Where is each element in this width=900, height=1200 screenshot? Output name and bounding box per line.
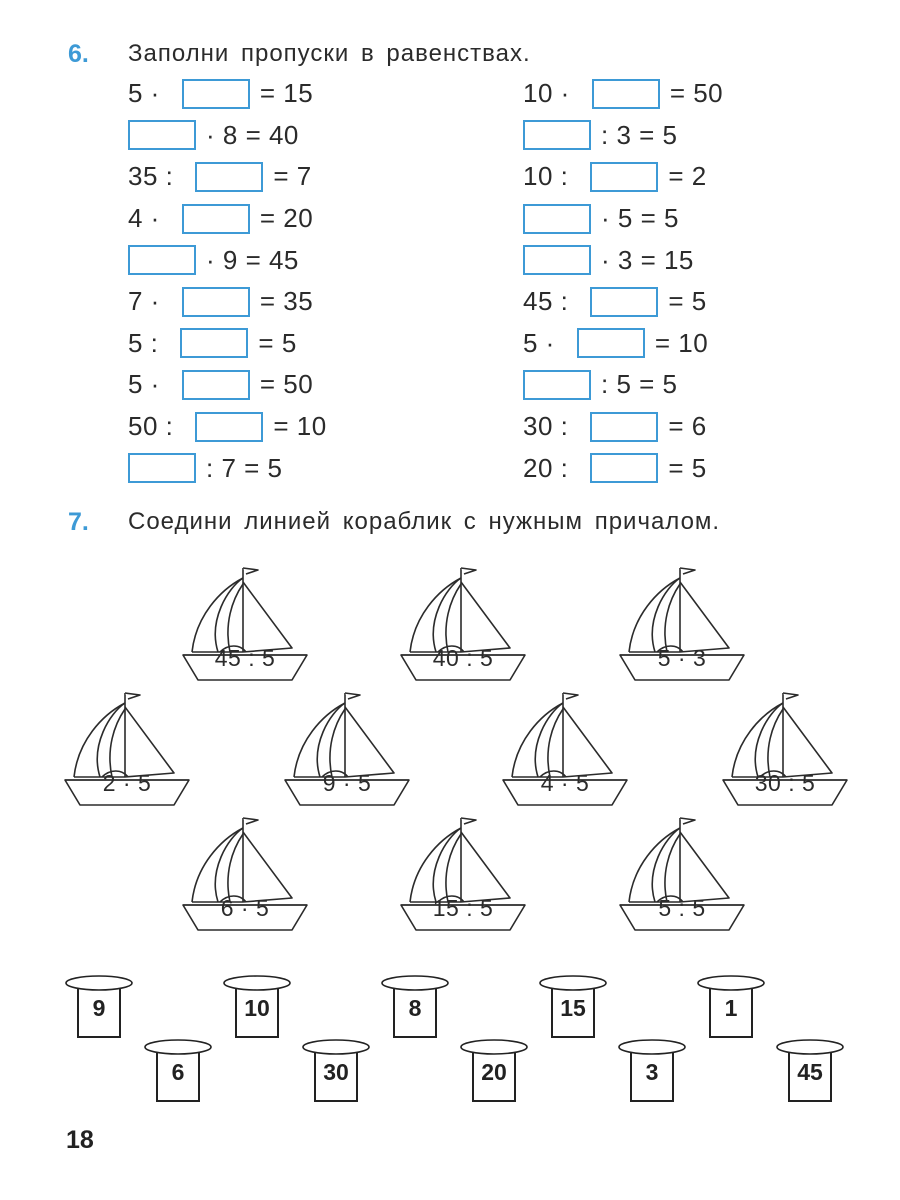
boat[interactable]	[398, 560, 528, 690]
equation-right-part: · 3 = 15	[601, 244, 694, 275]
equation-row	[523, 156, 723, 198]
pier-number: 8	[408, 995, 422, 1021]
equation-row	[128, 364, 327, 406]
page-number: 18	[66, 1126, 94, 1154]
equation-row	[523, 447, 723, 489]
pier[interactable]	[380, 973, 450, 1041]
answer-blank-box[interactable]	[195, 162, 263, 192]
equation-right-part: · 8 = 40	[206, 119, 299, 150]
equation-left-part: 20 :	[523, 452, 569, 483]
equation-right-part: = 6	[668, 411, 707, 442]
equation-right-part: = 10	[654, 327, 709, 358]
answer-blank-box[interactable]	[180, 328, 248, 358]
answer-blank-box[interactable]	[590, 287, 658, 317]
pier-number: 9	[92, 995, 106, 1021]
task-7-title: Соедини линией кораблик с нужным причалом.	[128, 508, 721, 535]
equation-row	[128, 406, 327, 448]
pier-number: 45	[797, 1059, 823, 1085]
answer-blank-box[interactable]	[128, 453, 196, 483]
task-7-number: 7.	[68, 508, 89, 536]
answer-blank-box[interactable]	[592, 79, 660, 109]
equation-right-part: = 15	[259, 78, 314, 109]
pier-number: 20	[481, 1059, 507, 1085]
equation-left-part: 10 :	[523, 161, 569, 192]
equation-row	[128, 73, 327, 115]
boat-expression: 6 · 5	[220, 895, 270, 921]
equations-right-column	[523, 73, 723, 489]
answer-blank-box[interactable]	[128, 120, 196, 150]
equation-left-part: 5 ·	[128, 78, 160, 109]
boat[interactable]	[500, 685, 630, 815]
equation-row	[128, 115, 327, 157]
task-6-title: Заполни пропуски в равенствах.	[128, 40, 531, 67]
equation-left-part: 45 :	[523, 286, 569, 317]
pier-number: 1	[724, 995, 738, 1021]
equation-right-part: : 3 = 5	[601, 119, 678, 150]
equation-right-part: = 10	[273, 411, 327, 442]
answer-blank-box[interactable]	[128, 245, 196, 275]
pier-number: 3	[645, 1059, 659, 1085]
equation-right-part: = 5	[668, 286, 707, 317]
pier-number: 6	[171, 1059, 185, 1085]
pier[interactable]	[775, 1037, 845, 1105]
equation-row	[523, 281, 723, 323]
equation-right-part: : 7 = 5	[206, 452, 283, 483]
equation-left-part: 7 ·	[128, 286, 160, 317]
equation-row	[523, 239, 723, 281]
answer-blank-box[interactable]	[182, 204, 250, 234]
equations-left-column	[128, 73, 327, 489]
answer-blank-box[interactable]	[590, 412, 658, 442]
pier[interactable]	[459, 1037, 529, 1105]
boat-expression: 9 · 5	[322, 770, 372, 796]
boat[interactable]	[398, 810, 528, 940]
boat-expression: 4 · 5	[540, 770, 590, 796]
equation-right-part: = 2	[668, 161, 707, 192]
equation-row	[128, 156, 327, 198]
equation-row	[523, 115, 723, 157]
boat-expression: 15 : 5	[432, 895, 494, 921]
pier[interactable]	[538, 973, 608, 1041]
boat[interactable]	[617, 810, 747, 940]
equation-row	[523, 406, 723, 448]
pier[interactable]	[617, 1037, 687, 1105]
equation-right-part: = 50	[259, 369, 314, 400]
answer-blank-box[interactable]	[195, 412, 263, 442]
equation-row	[128, 281, 327, 323]
pier[interactable]	[301, 1037, 371, 1105]
boat[interactable]	[720, 685, 850, 815]
pier[interactable]	[64, 973, 134, 1041]
answer-blank-box[interactable]	[577, 328, 645, 358]
boat[interactable]	[282, 685, 412, 815]
pier[interactable]	[143, 1037, 213, 1105]
equation-right-part: = 5	[258, 327, 297, 358]
equation-left-part: 30 :	[523, 411, 569, 442]
pier-number: 15	[560, 995, 586, 1021]
equation-right-part: · 9 = 45	[206, 244, 299, 275]
equation-left-part: 5 ·	[523, 327, 555, 358]
equation-left-part: 4 ·	[128, 203, 160, 234]
boat-expression: 5 · 3	[657, 645, 707, 671]
equation-row	[523, 364, 723, 406]
equation-right-part: = 7	[273, 161, 312, 192]
answer-blank-box[interactable]	[523, 370, 591, 400]
equation-row	[128, 239, 327, 281]
equation-right-part: = 50	[669, 78, 724, 109]
equation-row	[128, 198, 327, 240]
equation-row	[523, 73, 723, 115]
answer-blank-box[interactable]	[523, 120, 591, 150]
answer-blank-box[interactable]	[523, 204, 591, 234]
equation-left-part: 50 :	[128, 411, 174, 442]
answer-blank-box[interactable]	[182, 79, 250, 109]
pier[interactable]	[696, 973, 766, 1041]
task-6-number: 6.	[68, 40, 89, 68]
boat-expression: 30 : 5	[754, 770, 816, 796]
equation-row	[523, 323, 723, 365]
boat[interactable]	[617, 560, 747, 690]
boat[interactable]	[180, 810, 310, 940]
equation-row	[523, 198, 723, 240]
boat-expression: 45 : 5	[214, 645, 276, 671]
equation-right-part: = 35	[259, 286, 314, 317]
equation-right-part: = 20	[259, 203, 314, 234]
boat-expression: 2 · 5	[102, 770, 152, 796]
equation-row	[128, 447, 327, 489]
equation-left-part: 35 :	[128, 161, 174, 192]
equation-right-part: · 5 = 5	[601, 203, 679, 234]
equation-right-part: : 5 = 5	[601, 369, 678, 400]
boat-expression: 5 : 5	[658, 895, 706, 921]
equation-row	[128, 323, 327, 365]
equation-left-part: 10 ·	[523, 78, 570, 109]
boat-expression: 40 : 5	[432, 645, 494, 671]
answer-blank-box[interactable]	[182, 370, 250, 400]
pier-number: 10	[244, 995, 270, 1021]
answer-blank-box[interactable]	[590, 453, 658, 483]
equation-left-part: 5 :	[128, 327, 159, 358]
equation-right-part: = 5	[668, 452, 707, 483]
answer-blank-box[interactable]	[182, 287, 250, 317]
answer-blank-box[interactable]	[590, 162, 658, 192]
boat[interactable]	[180, 560, 310, 690]
answer-blank-box[interactable]	[523, 245, 591, 275]
boat[interactable]	[62, 685, 192, 815]
pier-number: 30	[323, 1059, 349, 1085]
equation-left-part: 5 ·	[128, 369, 160, 400]
pier[interactable]	[222, 973, 292, 1041]
